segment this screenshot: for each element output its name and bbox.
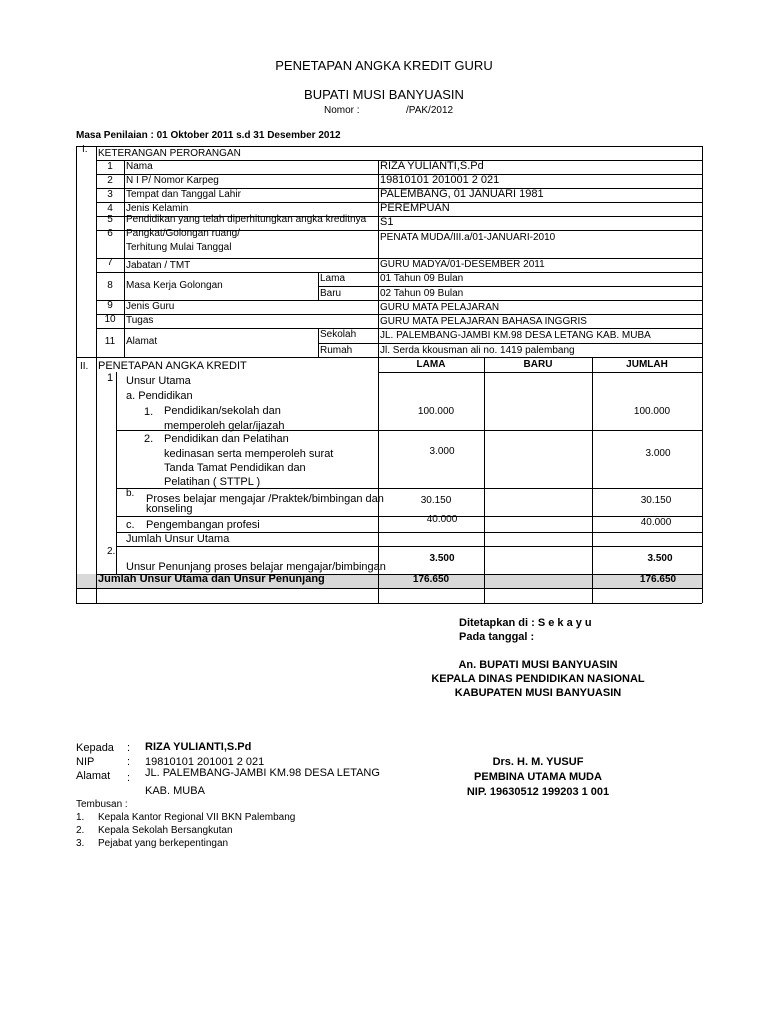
row-value-ttl: PALEMBANG, 01 JANUARI 1981 [380, 188, 544, 200]
total-label: Jumlah Unsur Utama dan Unsur Penunjang [98, 573, 325, 585]
section1-title: KETERANGAN PERORANGAN [98, 148, 241, 159]
row-number: 7 [107, 257, 113, 268]
column-header-lama: LAMA [416, 359, 446, 370]
item1-line1: Pendidikan/sekolah dan [164, 405, 281, 417]
sublabel-rumah: Rumah [320, 345, 353, 356]
item2-line3: Tanda Tamat Pendidikan dan [164, 462, 306, 474]
tembusan-title: Tembusan : [76, 799, 128, 810]
kepada-alamat-line2: KAB. MUBA [145, 785, 205, 797]
kepada-label: Kepada [76, 742, 114, 754]
row-value-nama: RIZA YULIANTI,S.Pd [380, 160, 484, 172]
kepada-alamat-line1: JL. PALEMBANG-JAMBI KM.98 DESA LETANG [145, 767, 380, 779]
row-value-pangkat: PENATA MUDA/III.a/01-JANUARI-2010 [380, 232, 556, 243]
row-number: 3 [107, 189, 113, 200]
item-c-label: Pengembangan profesi [146, 519, 260, 531]
tembusan-number: 2. [76, 825, 85, 836]
row-label-tugas: Tugas [126, 315, 154, 326]
item-c-lama: 40.000 [426, 514, 458, 525]
row-value-pendidikan: S1 [380, 216, 394, 228]
kepada-nip: 19810101 201001 2 021 [145, 756, 265, 768]
kepada-colon: : [127, 742, 131, 754]
row-value-alamat-rumah: Jl. Serda kkousman ali no. 1419 palembang [380, 345, 575, 356]
row-value-masa-kerja-baru: 02 Tahun 09 Bulan [380, 288, 464, 299]
total-jumlah: 176.650 [639, 574, 677, 585]
unsur-number-1: 1 [107, 372, 114, 384]
item2-line1: Pendidikan dan Pelatihan [164, 433, 289, 445]
row-label-masa-kerja: Masa Kerja Golongan [126, 280, 223, 291]
item-b-number: b. [126, 488, 135, 499]
document-title: PENETAPAN ANGKA KREDIT GURU [275, 58, 493, 73]
row-value-nip: 19810101 201001 2 021 [380, 174, 500, 186]
unsur-utama-label: Unsur Utama [126, 375, 191, 387]
signer-rank: PEMBINA UTAMA MUDA [474, 771, 602, 783]
item-c-jumlah: 40.000 [640, 517, 672, 528]
kepada-name: RIZA YULIANTI,S.Pd [145, 741, 252, 753]
column-header-baru: BARU [523, 359, 553, 370]
nip-label: NIP [76, 756, 95, 768]
row-label-jabatan: Jabatan / TMT [126, 260, 191, 271]
jumlah-unsur-utama-label: Jumlah Unsur Utama [126, 533, 230, 545]
row-number: 2 [107, 175, 113, 186]
row-number: 11 [104, 336, 116, 347]
item-b-line1: Proses belajar mengajar /Praktek/bimbingan dan [146, 493, 384, 505]
item2-lama: 3.000 [429, 446, 455, 457]
alamat-label: Alamat [76, 770, 111, 782]
row-number: 1 [107, 161, 113, 172]
unsur-number-2: 2. [107, 546, 116, 557]
item2-jumlah: 3.000 [645, 448, 671, 459]
tembusan-item: Kepala Kantor Regional VII BKN Palembang [98, 812, 296, 823]
row-number: 9 [107, 300, 113, 311]
item1-line2: memperoleh gelar/ijazah [164, 420, 285, 432]
masa-penilaian: Masa Penilaian : 01 Oktober 2011 s.d 31 Desember 2012 [76, 130, 341, 141]
section2-title: PENETAPAN ANGKA KREDIT [98, 360, 247, 372]
nomor-label: Nomor : [324, 105, 360, 116]
penunjang-jumlah: 3.500 [647, 553, 673, 564]
row-label-jenis-kelamin: Jenis Kelamin [126, 203, 189, 214]
row-number: 5 [107, 214, 113, 225]
sublabel-sekolah: Sekolah [320, 329, 357, 340]
sublabel-baru: Baru [320, 288, 342, 299]
row-number: 4 [107, 203, 113, 214]
item1-lama: 100.000 [417, 406, 455, 417]
item2-line2: kedinasan serta memperoleh surat [164, 448, 334, 460]
row-value-alamat-sekolah: JL. PALEMBANG-JAMBI KM.98 DESA LETANG KAB. MUBA [380, 330, 651, 341]
row-label-nama: Nama [126, 161, 153, 172]
row-number: 8 [107, 280, 113, 291]
document-subtitle: BUPATI MUSI BANYUASIN [304, 87, 464, 102]
item-b-line2: konseling [146, 503, 193, 515]
item-b-lama: 30.150 [420, 495, 452, 506]
nip-colon: : [127, 756, 131, 768]
section1-number: I. [82, 144, 88, 155]
row-value-jabatan: GURU MADYA/01-DESEMBER 2011 [380, 259, 545, 270]
alamat-colon: : [127, 772, 131, 784]
tembusan-number: 1. [76, 812, 85, 823]
row-value-tugas: GURU MATA PELAJARAN BAHASA INGGRIS [380, 316, 587, 327]
item-c-number: c. [126, 519, 135, 531]
tembusan-item: Kepala Sekolah Bersangkutan [98, 825, 233, 836]
row-number: 10 [104, 314, 116, 325]
signer-kabupaten: KABUPATEN MUSI BANYUASIN [454, 687, 622, 699]
row-number: 6 [107, 228, 113, 239]
item1-number: 1. [144, 406, 154, 418]
signer-office: KEPALA DINAS PENDIDIKAN NASIONAL [431, 673, 645, 685]
item1-jumlah: 100.000 [633, 406, 671, 417]
total-lama: 176.650 [412, 574, 450, 585]
section2-number: II. [80, 361, 89, 372]
row-label-pangkat: Pangkat/Golongan ruang/ [126, 228, 240, 239]
nomor-value: /PAK/2012 [406, 105, 454, 116]
penunjang-lama: 3.500 [429, 553, 455, 564]
signer-name: Drs. H. M. YUSUF [492, 756, 584, 768]
row-value-masa-kerja-lama: 01 Tahun 09 Bulan [380, 273, 464, 284]
row-value-jenis-guru: GURU MATA PELAJARAN [380, 302, 500, 313]
item-b-jumlah: 30.150 [640, 495, 672, 506]
tembusan-item: Pejabat yang berkepentingan [98, 838, 229, 849]
signer-nip: NIP. 19630512 199203 1 001 [466, 786, 610, 798]
signer-an: An. BUPATI MUSI BANYUASIN [458, 659, 618, 671]
item2-line4: Pelatihan ( STTPL ) [164, 476, 261, 488]
column-header-jumlah: JUMLAH [626, 359, 668, 370]
row-label-alamat: Alamat [126, 336, 158, 347]
pendidikan-label: a. Pendidikan [126, 390, 193, 402]
row-label-ttl: Tempat dan Tanggal Lahir [126, 189, 241, 200]
sublabel-lama: Lama [320, 273, 346, 284]
row-label-tmt: Terhitung Mulai Tanggal [126, 242, 232, 253]
unsur-penunjang-label: Unsur Penunjang proses belajar mengajar/bimbingan [126, 561, 386, 573]
row-label-nip: N I P/ Nomor Karpeg [126, 175, 219, 186]
ditetapkan-di: Ditetapkan di : S e k a y u [459, 617, 592, 629]
item2-number: 2. [144, 433, 154, 445]
row-value-jenis-kelamin: PEREMPUAN [380, 202, 450, 214]
row-label-pendidikan: Pendidikan yang telah diperhitungkan angka kreditnya [126, 214, 367, 225]
pada-tanggal: Pada tanggal : [459, 631, 535, 643]
tembusan-number: 3. [76, 838, 85, 849]
row-label-jenis-guru: Jenis Guru [126, 301, 175, 312]
